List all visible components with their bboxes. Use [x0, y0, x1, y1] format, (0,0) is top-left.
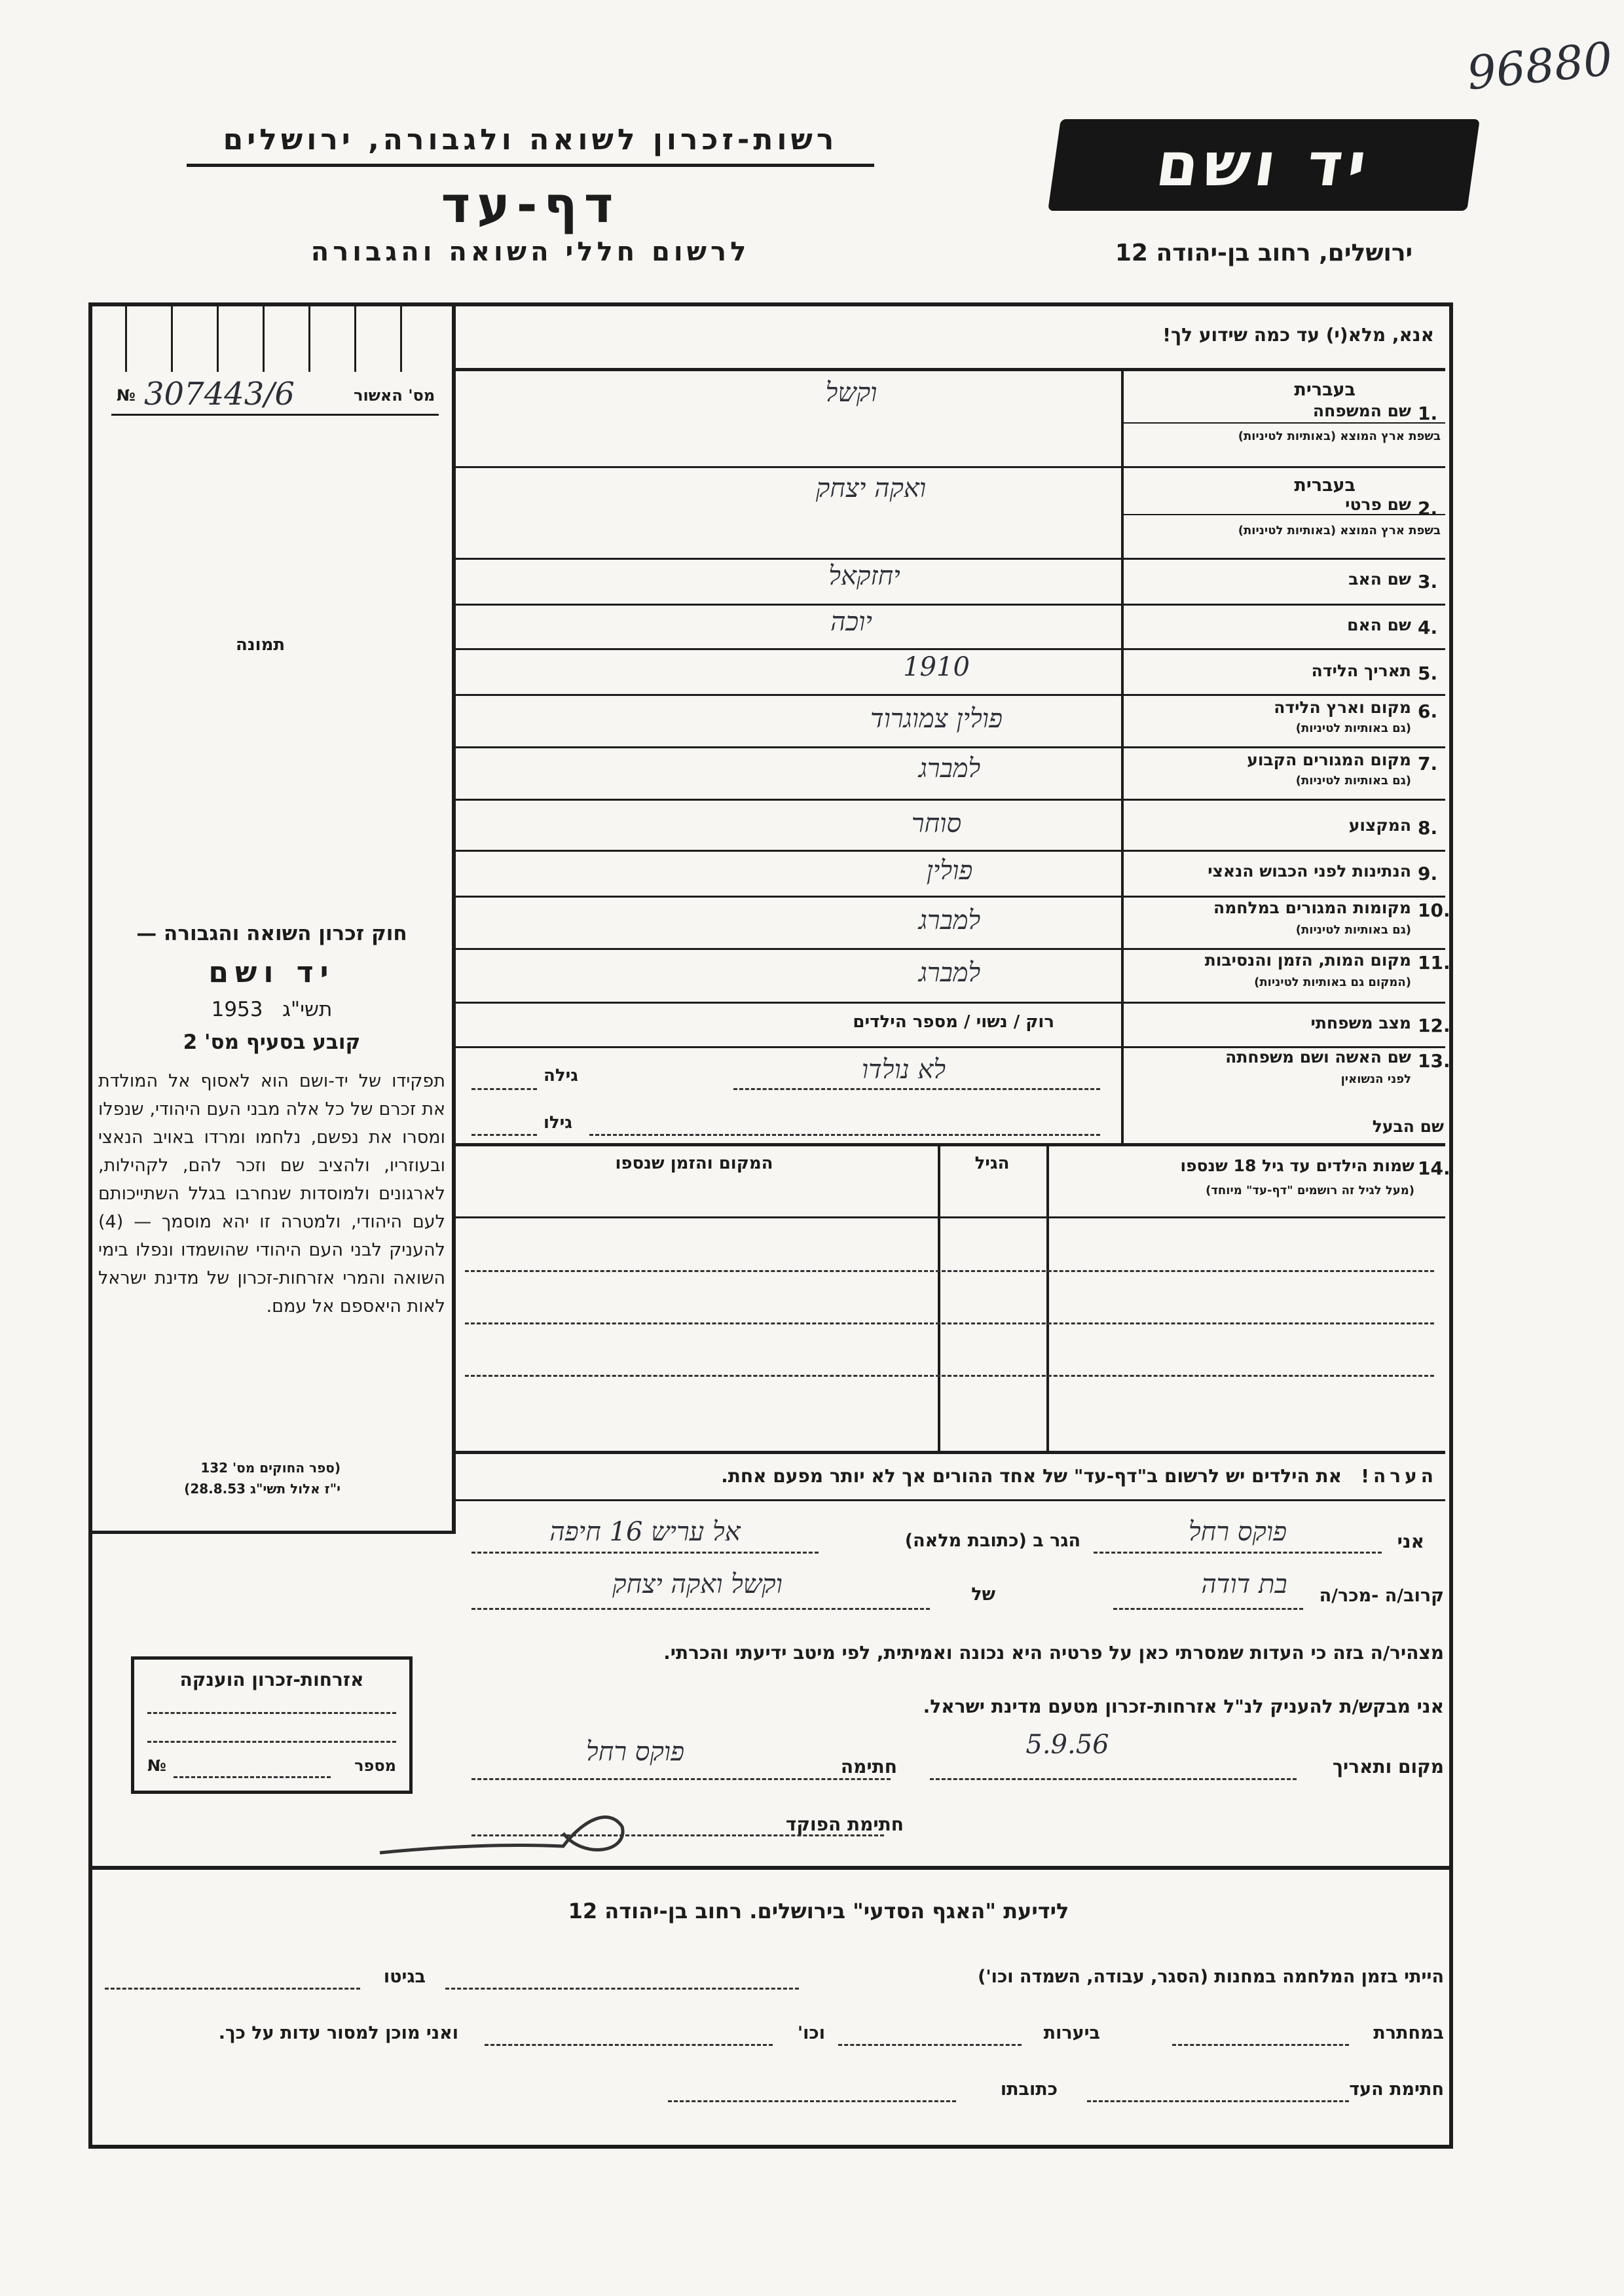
bottom-line2-c: וכו'	[797, 2023, 825, 2043]
law-name: יד ושם	[208, 956, 335, 989]
authority-title: רשות-זכרון לשואה ולגבורה, ירושלים	[223, 123, 838, 156]
wife-age-label: גילה	[544, 1066, 578, 1085]
field-10-sub: (גם באותיות לטיניות)	[1295, 923, 1411, 937]
field-7-label: מקום המגורים הקבוע	[1247, 750, 1411, 769]
field-13-label: שם האשה ושם משפחתה	[1225, 1048, 1411, 1066]
field-4-label: שם האם	[1347, 615, 1411, 634]
officer-label: חתימת הפוקד	[785, 1813, 904, 1835]
field-11-value: למברג	[918, 958, 981, 988]
wife-value: לא נולדו	[861, 1055, 946, 1085]
approval-value: 307443/6	[144, 376, 295, 412]
field-6-sub: (גם באותיות לטיניות)	[1295, 721, 1411, 735]
field-5-label: תאריך הלידה	[1311, 661, 1411, 680]
place-date-line	[930, 1778, 1297, 1780]
approval-label: מס' האשור	[354, 386, 435, 405]
field-2-tag: בעברית	[1294, 475, 1356, 496]
approval-no-symbol: №	[117, 386, 136, 405]
row-line-8	[456, 850, 1445, 852]
field-6-value: פולין צמוגרוד	[870, 704, 1003, 734]
row-line-6	[456, 746, 1445, 748]
children-header-line	[456, 1216, 1445, 1218]
bottom-line3-fill-1	[1087, 2100, 1349, 2102]
field-8-label: המקצוע	[1348, 816, 1411, 835]
request-text: אני מבקש/ת להעניק לנ"ל אזרחות-זכרון מטעם מדינת ישראל.	[923, 1696, 1444, 1717]
field-7-sub: (גם באותיות לטיניות)	[1295, 774, 1411, 788]
field-12-num: 12.	[1418, 1015, 1450, 1036]
row1-subdivider	[1121, 422, 1445, 424]
citizenship-number-line	[174, 1776, 331, 1778]
field-9-num: 9.	[1418, 863, 1438, 884]
law-clause: קובע בסעיף מס' 2	[183, 1030, 361, 1054]
children-place-header: המקום והזמן שנספו	[615, 1154, 773, 1173]
lives-in-label: הגר ב (כתובת מלאה)	[904, 1531, 1080, 1551]
field-10-label: מקומות המגורים במלחמה	[1213, 898, 1411, 917]
children-bottom-line	[456, 1451, 1445, 1454]
law-text: תפקידו של יד-ושם הוא לאסוף אל המולדת את זכרם של כל אלה מבני העם היהודי, שנפלו ומסרו את נפשם, נלחמו ומרדו באויב הנאצי ובעוזריו, ולהציב שם וזכר להם, לקהילות, לארגונים ולמוסדות שנחרבו בגלל השתייכותם לעם היהודי, ולמטרה זו יהא מוסמך — (4) להעניק לבני העם היהודי שהושמדו ונפלו בימי השואה והמרי אזרחות-זכרון של מדינת ישראל לאות היאספם אל עמם.	[98, 1071, 445, 1317]
yad-vashem-logo	[1048, 119, 1480, 211]
field-3-value: יחזקאל	[828, 561, 900, 591]
field-13-num: 13.	[1418, 1050, 1450, 1072]
citizenship-line-2	[147, 1741, 396, 1743]
law-year	[101, 998, 442, 1021]
note-line	[456, 1499, 1445, 1501]
children-row-1	[465, 1270, 1434, 1272]
signature-line	[471, 1778, 891, 1780]
children-label: שמות הילדים עד גיל 18 שנספו	[1180, 1156, 1414, 1175]
instruction-underline	[456, 368, 1445, 371]
row-line-10	[456, 948, 1445, 950]
field-1-value: וקשל	[825, 378, 877, 408]
wife-line	[733, 1088, 1100, 1090]
sidebar-bottom	[88, 1531, 456, 1534]
law-year-hebrew: תשי"ג	[282, 998, 333, 1021]
declarant-address: אל עריש 16 חיפה	[549, 1517, 741, 1547]
row-line-1	[456, 466, 1445, 468]
field-5-num: 5.	[1418, 663, 1438, 684]
citizenship-title: אזרחות-זכרון הוענקה	[179, 1669, 364, 1690]
archive-number: 96880	[1464, 31, 1615, 101]
children-divider-2	[1046, 1146, 1049, 1454]
note	[462, 1465, 1437, 1487]
citizenship-box	[131, 1656, 413, 1794]
children-sub: (מעל לגיל זה רושמים "דף-עד" מיוחד)	[1206, 1184, 1414, 1197]
field-6-num: 6.	[1418, 701, 1438, 722]
row-line-2	[456, 558, 1445, 560]
address-line	[471, 1552, 819, 1554]
law-source-2: י"ז אלול תשי"ג 28.8.53)	[184, 1481, 341, 1497]
bottom-line3-b: כתובתו	[1000, 2079, 1058, 2100]
field-2-value: ואקה יצחק	[815, 473, 927, 503]
citizenship-line-1	[147, 1712, 396, 1714]
field-4-num: 4.	[1418, 617, 1438, 638]
law-year-number: 1953	[211, 998, 263, 1021]
photo-label: תמונה	[236, 635, 286, 655]
field-10-num: 10.	[1418, 900, 1450, 921]
relative-name-line	[471, 1608, 930, 1610]
citizenship-number-label: מספר	[354, 1757, 396, 1775]
field-1-num: 1.	[1418, 403, 1438, 424]
field-10-value: למברג	[918, 905, 981, 936]
label-column-divider	[1121, 371, 1124, 1144]
children-divider-1	[938, 1146, 940, 1454]
bottom-line2-b: ביערות	[1043, 2023, 1100, 2043]
field-7-num: 7.	[1418, 753, 1438, 774]
field-2-num: 2.	[1418, 498, 1438, 519]
bottom-line1-fill-1	[445, 1988, 799, 1990]
bottom-line2-fill-3	[485, 2044, 773, 2046]
field-1-label: שם המשפחה	[1312, 401, 1411, 420]
field-11-num: 11.	[1418, 952, 1450, 974]
field-1-tag: בעברית	[1294, 380, 1356, 400]
of-label: של	[971, 1584, 995, 1605]
approval-underline	[111, 414, 439, 416]
bottom-line1-a: הייתי בזמן המלחמה במחנות (הסגר, עבודה, השמדה וכו')	[978, 1967, 1444, 1987]
row-line-7	[456, 799, 1445, 801]
row-line-5	[456, 694, 1445, 696]
field-5-value: 1910	[903, 652, 970, 682]
bottom-line2-fill-2	[838, 2044, 1022, 2046]
bottom-title: לידיעת "האגף הסדעי" בירושלים. רחוב בן-יהודה 12	[568, 1899, 1069, 1923]
field-1-sub: בשפת ארץ המוצא (באותיות לטיניות)	[1238, 429, 1441, 443]
logo-text: יד ושם	[1152, 130, 1376, 200]
law-title: חוק זכרון השואה והגבורה —	[136, 922, 407, 945]
date-value: 5.9.56	[1025, 1730, 1109, 1760]
relative-name: וקשל ואקה יצחק	[612, 1569, 783, 1599]
authority-underline	[187, 164, 874, 167]
row-line-11	[456, 1002, 1445, 1004]
husband-label: שם הבעל	[1372, 1117, 1444, 1136]
note-text: את הילדים יש לרשום ב"דף-עד" של אחד ההורים אך לא יותר מפעם אחת.	[721, 1465, 1342, 1487]
marital-status-options: רוק / נשוי / מספר הילדים	[853, 1012, 1054, 1032]
bottom-line3-fill-2	[668, 2100, 956, 2102]
law-source-1: (ספר החוקים מס' 132	[200, 1460, 341, 1476]
bottom-line2-fill-1	[1172, 2044, 1349, 2046]
bottom-line2-a: במחתרת	[1373, 2023, 1444, 2043]
field-7-value: למברג	[918, 754, 981, 784]
signature-value: פוקס רחל	[585, 1737, 685, 1767]
officer-signature-scribble	[367, 1781, 655, 1872]
bottom-line2-d: ואני מוכן למסור עדות על כך.	[218, 2023, 458, 2043]
field-9-value: פולין	[926, 856, 973, 886]
declaration-ani: אני	[1397, 1531, 1424, 1552]
husband-line	[589, 1134, 1100, 1136]
sidebar-divider	[452, 302, 456, 1533]
citizenship-no: №	[147, 1757, 166, 1775]
husband-age-label: גילו	[544, 1113, 572, 1133]
row-line-4	[456, 648, 1445, 650]
row2-subdivider	[1121, 514, 1445, 515]
field-12-label: מצב משפחתי	[1310, 1013, 1411, 1032]
declare-text: מצהיר/ה בזה כי העדות שמסרתי כאן על פרטיה היא נכונה ואמיתית, לפי מיטב ידיעתי והכרתי.	[663, 1642, 1444, 1664]
instruction: אנא, מלא(י) עד כמה שידוע לך!	[1162, 324, 1434, 346]
wife-age-line	[471, 1088, 537, 1090]
relation-line	[1113, 1608, 1303, 1610]
declarant-line	[1094, 1552, 1382, 1554]
header-address: ירושלים, רחוב בן-יהודה 12	[1115, 240, 1413, 266]
relative-label: קרוב/ה -מכר/ה	[1319, 1586, 1444, 1606]
field-4-value: יוכה	[830, 607, 872, 637]
children-age-header: הגיל	[974, 1154, 1010, 1173]
field-8-num: 8.	[1418, 817, 1438, 839]
note-title: הערה!	[1361, 1465, 1437, 1487]
field-3-num: 3.	[1418, 571, 1438, 592]
approval-boxes	[92, 306, 452, 372]
field-13-sub: לפני הנשואין	[1340, 1072, 1411, 1086]
field-11-sub: (המקום גם באותיות לטיניות)	[1254, 975, 1411, 989]
field-9-label: הנתינות לפני הכבוש הנאצי	[1208, 862, 1411, 881]
field-2-sub: בשפת ארץ המוצא (באותיות לטיניות)	[1238, 524, 1441, 538]
field-6-label: מקום וארץ הלידה	[1274, 698, 1411, 717]
field-3-label: שם האב	[1348, 570, 1411, 589]
signature-label: חתימה	[840, 1756, 897, 1777]
form-title: דף-עד	[441, 175, 620, 234]
children-row-2	[465, 1322, 1434, 1324]
children-num: 14.	[1418, 1157, 1450, 1179]
field-2-label: שם פרטי	[1345, 495, 1411, 514]
field-8-value: סוחר	[911, 809, 962, 839]
place-date-label: מקום ותאריך	[1332, 1756, 1444, 1777]
declarant-name: פוקס רחל	[1188, 1517, 1287, 1547]
bottom-line1-fill-2	[105, 1988, 360, 1990]
row-line-9	[456, 896, 1445, 898]
bottom-line1-b: בגיטו	[383, 1967, 426, 1987]
bottom-separator	[88, 1866, 1449, 1870]
field-11-label: מקום המות, הזמן והנסיבות	[1204, 951, 1411, 970]
row-line-13	[456, 1143, 1445, 1146]
children-row-3	[465, 1375, 1434, 1377]
bottom-line3-a: חתימת העד	[1349, 2079, 1444, 2100]
relation-value: בת דודה	[1201, 1569, 1287, 1599]
husband-age-line	[471, 1134, 537, 1136]
row-line-3	[456, 604, 1445, 606]
form-subtitle: לרשום חללי השואה והגבורה	[310, 237, 750, 267]
